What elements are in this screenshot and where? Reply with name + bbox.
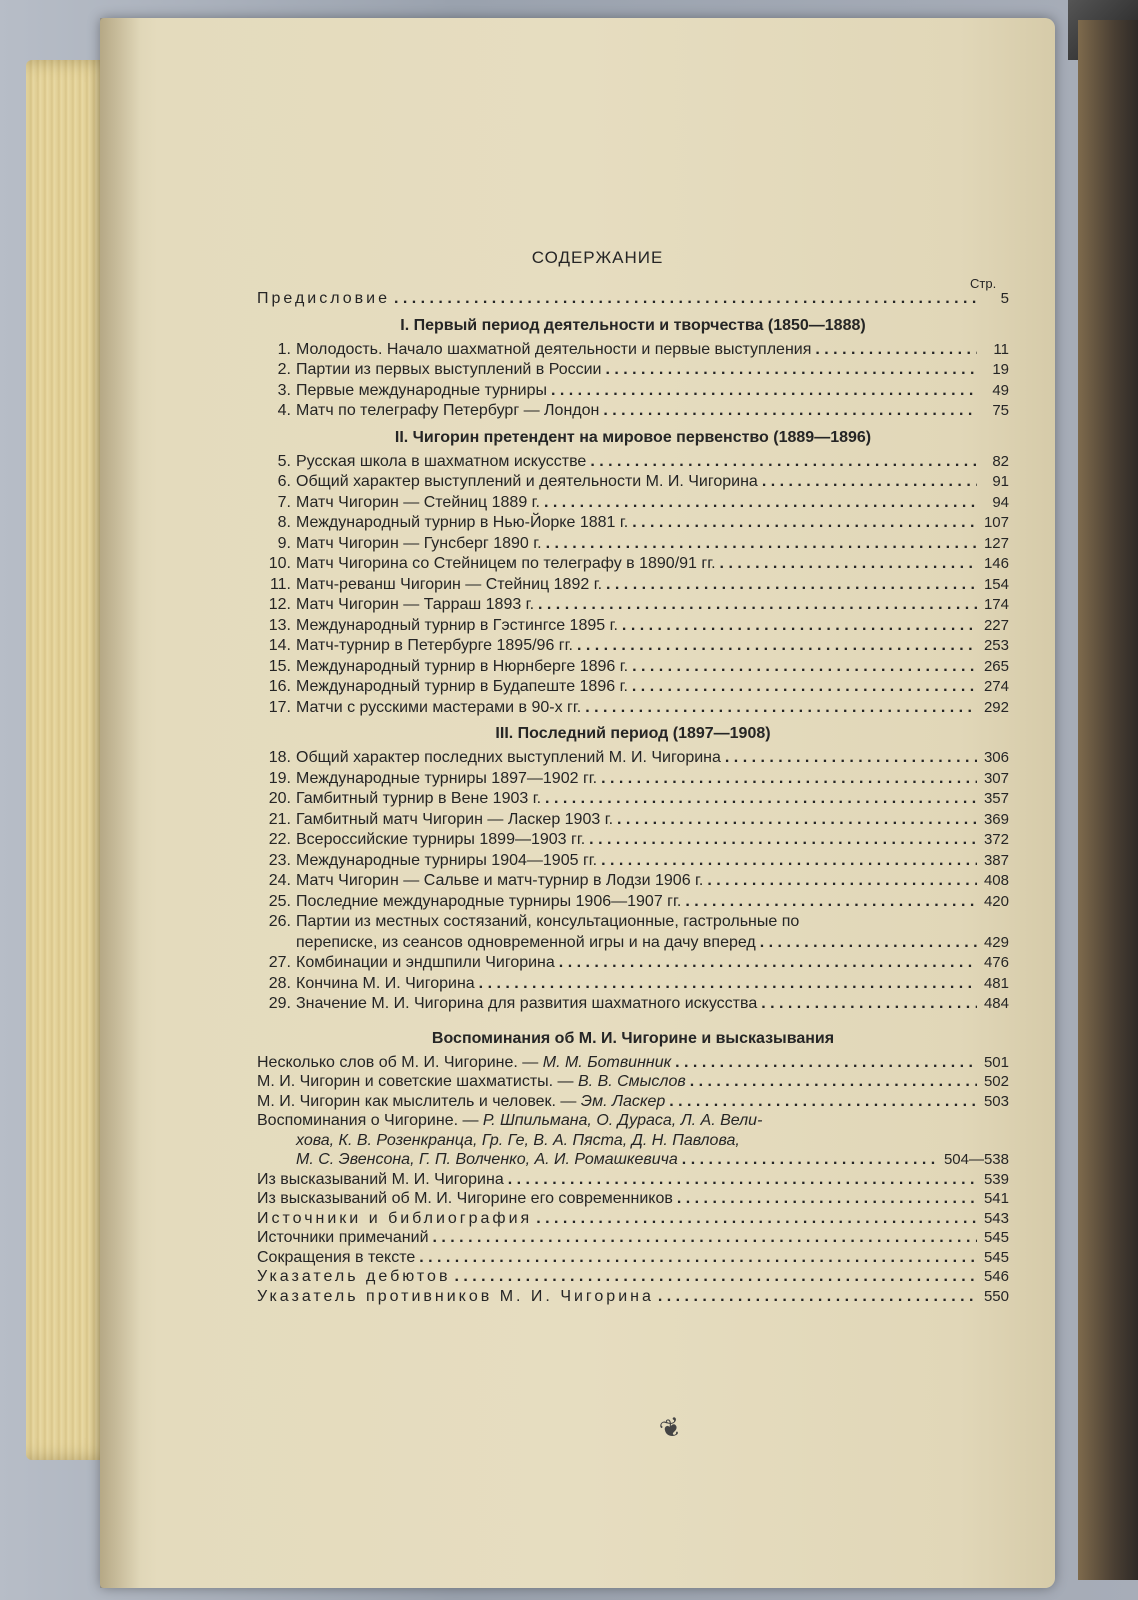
- dot-leader: [682, 1151, 940, 1169]
- dot-leader: [669, 1093, 977, 1111]
- toc-item[interactable]: [257, 954, 1009, 975]
- memoir-title: Несколько слов об М. И. Чигорине. —: [257, 1053, 543, 1071]
- memoir-title: Воспоминания о Чигорине. —: [257, 1112, 483, 1129]
- dot-leader: [419, 1249, 977, 1267]
- toc-page-number: 408: [983, 872, 1009, 889]
- toc-entry-text: Партии из местных состязаний, консультационные, гастрольные по: [296, 913, 800, 930]
- toc-entry-text: Из высказываний М. И. Чигорина: [257, 1170, 504, 1188]
- toc-entry-text: Матч Чигорин — Тарраш 1893 г.: [296, 596, 535, 613]
- page-column-label: Стр.: [970, 276, 997, 291]
- toc-page-number: 307: [983, 769, 1009, 787]
- toc-item[interactable]: [257, 872, 1009, 893]
- toc-entry-text: [257, 1054, 671, 1072]
- book-cover-edge: [1078, 20, 1138, 1580]
- dot-leader: [551, 382, 977, 400]
- dot-leader: [605, 361, 977, 379]
- toc-page-number: 502: [983, 1073, 1009, 1090]
- toc-item[interactable]: [257, 596, 1009, 617]
- toc-entry-text: Международный турнир в Нюрнберге 1896 г.: [296, 657, 629, 675]
- toc-entry-text: Предисловие: [257, 290, 390, 307]
- toc-item[interactable]: [257, 893, 1009, 914]
- title-text: СОДЕРЖАНИЕ: [531, 248, 664, 267]
- toc-entry-text: Международный турнир в Будапеште 1896 г.: [296, 678, 628, 695]
- toc-page-number: 545: [983, 1248, 1009, 1266]
- toc-item[interactable]: [257, 1093, 1009, 1113]
- toc-entry-text: Общий характер последних выступлений М. И. Чигорина: [296, 749, 721, 766]
- toc-entry-text: Матчи с русскими мастерами в 90-х гг.: [296, 698, 582, 716]
- toc-page-number: 5: [1000, 290, 1009, 307]
- toc-num: 15.: [268, 657, 291, 675]
- toc-entry-text: [257, 1112, 762, 1130]
- toc-entry-text: Матч-турнир в Петербурге 1895/96 гг.: [296, 637, 573, 654]
- toc-page-number: 11: [993, 340, 1009, 358]
- memoir-title: М. И. Чигорин как мыслитель и человек. —: [257, 1092, 581, 1110]
- dot-leader: [761, 995, 977, 1013]
- dot-leader: [544, 494, 977, 512]
- toc-page-number: 369: [983, 810, 1009, 828]
- toc-entry-text: Значение М. И. Чигорина для развития шахматного искусства: [296, 995, 758, 1012]
- toc-page-number: 501: [983, 1053, 1009, 1071]
- toc-entry-text: Источники примечаний: [257, 1229, 429, 1246]
- toc-item[interactable]: [257, 617, 1009, 638]
- toc-num: 2.: [277, 361, 291, 378]
- toc-item[interactable]: [257, 1190, 1009, 1210]
- toc-item[interactable]: [257, 1054, 1009, 1074]
- toc-item[interactable]: [257, 678, 1009, 699]
- toc-entry-text: Русская школа в шахматном искусстве: [296, 452, 587, 470]
- toc-num: 11.: [269, 575, 291, 593]
- toc-entry-text: Международный турнир в Гэстингсе 1895 г.: [296, 616, 618, 634]
- toc-entry-text: Матч Чигорин — Гунсберг 1890 г.: [296, 534, 542, 552]
- memoir-authors: хова, К. В. Розенкранца, Гр. Ге, В. А. Пяста, Д. Н. Павлова,: [296, 1131, 740, 1149]
- toc-item[interactable]: [257, 382, 1009, 403]
- toc-num: 4.: [277, 402, 291, 419]
- toc-item-continued: [257, 1132, 1009, 1152]
- dot-leader: [508, 1171, 977, 1189]
- toc-entry-text: Матч Чигорин — Стейниц 1889 г.: [296, 493, 540, 511]
- toc-page-number: 503: [983, 1092, 1009, 1110]
- toc-page-number: 174: [983, 596, 1009, 613]
- toc-page-number: 91: [992, 473, 1009, 490]
- dot-leader: [622, 617, 977, 635]
- dot-leader: [675, 1054, 977, 1072]
- toc-item[interactable]: [257, 913, 1009, 934]
- toc-page-number: 476: [983, 954, 1009, 971]
- toc-num: 28.: [268, 974, 291, 992]
- toc-entry-text: Всероссийские турниры 1899—1903 гг.: [296, 831, 586, 848]
- toc-page-number: 481: [983, 974, 1009, 992]
- dot-leader: [589, 831, 977, 849]
- toc-num: 10.: [268, 555, 291, 572]
- dot-leader: [546, 535, 977, 553]
- toc-page-number: 504—538: [943, 1151, 1009, 1168]
- toc-item[interactable]: [257, 790, 1009, 811]
- table-of-contents: [257, 290, 1009, 1307]
- memoir-author: М. М. Ботвинник: [542, 1053, 672, 1071]
- toc-entry-text: [257, 1073, 686, 1091]
- toc-page-number: 546: [983, 1268, 1009, 1285]
- dot-leader: [760, 934, 977, 952]
- toc-item[interactable]: [257, 453, 1009, 474]
- dot-leader: [433, 1229, 978, 1247]
- toc-num: 26.: [268, 913, 291, 930]
- toc-entry-text-continued: переписке, из сеансов одновременной игры и на дачу вперед: [296, 933, 756, 951]
- toc-page-number: 107: [983, 514, 1009, 531]
- toc-item[interactable]: [257, 811, 1009, 832]
- dot-leader: [601, 852, 977, 870]
- dot-leader: [577, 637, 977, 655]
- dot-leader: [725, 749, 977, 767]
- dot-leader: [690, 1073, 977, 1091]
- toc-num: 16.: [268, 678, 291, 695]
- toc-entry-text: Из высказываний об М. И. Чигорине его современников: [257, 1190, 673, 1207]
- dot-leader: [559, 954, 977, 972]
- toc-num: 21.: [268, 810, 291, 828]
- memoir-authors: М. С. Эвенсона, Г. П. Волченко, А. И. Ромашкевича: [296, 1151, 678, 1168]
- toc-entry-text: Гамбитный матч Чигорин — Ласкер 1903 г.: [296, 810, 614, 828]
- toc-num: 18.: [268, 749, 291, 766]
- book-page: [100, 18, 1055, 1588]
- dot-leader: [394, 290, 977, 308]
- section-heading-memoirs: Воспоминания об М. И. Чигорине и высказывания: [431, 1029, 835, 1047]
- toc-item-continued[interactable]: [257, 934, 1009, 955]
- toc-num: 25.: [268, 892, 291, 910]
- toc-num: 3.: [277, 381, 291, 399]
- toc-page-number: 75: [992, 402, 1009, 419]
- toc-num: 17.: [268, 698, 291, 716]
- dot-leader: [685, 893, 977, 911]
- toc-page-number: 146: [983, 555, 1009, 572]
- dot-leader: [707, 872, 977, 890]
- toc-item[interactable]: [257, 658, 1009, 679]
- toc-item[interactable]: [257, 1171, 1009, 1191]
- toc-item[interactable]: [257, 1249, 1009, 1269]
- dot-leader: [603, 402, 977, 420]
- toc-item[interactable]: [257, 831, 1009, 852]
- dot-leader: [632, 658, 977, 676]
- toc-page-number: 541: [983, 1190, 1009, 1207]
- toc-entry-text: Международные турниры 1897—1902 гг.: [296, 769, 598, 787]
- dot-leader: [601, 770, 977, 788]
- spacer: [257, 1016, 1009, 1024]
- toc-page-number: 420: [983, 892, 1009, 910]
- section-heading-3: III. Последний период (1897—1908): [495, 725, 771, 742]
- dot-leader: [536, 1210, 977, 1228]
- toc-num: 27.: [268, 954, 291, 971]
- ink-mark-icon: ❦: [655, 1410, 687, 1446]
- toc-num: 23.: [268, 851, 291, 869]
- toc-page-number: 94: [992, 493, 1009, 511]
- dot-leader: [545, 790, 977, 808]
- toc-page-number: 253: [983, 637, 1009, 654]
- toc-num: 24.: [268, 872, 291, 889]
- toc-entry-text: [257, 1093, 665, 1111]
- toc-item[interactable]: [257, 1210, 1009, 1230]
- toc-item[interactable]: [257, 1229, 1009, 1249]
- toc-preface[interactable]: [257, 290, 1009, 311]
- toc-entry-text: Молодость. Начало шахматной деятельности и первые выступления: [296, 340, 812, 358]
- toc-page-number: 292: [983, 698, 1009, 716]
- dot-leader: [658, 1288, 977, 1306]
- dot-leader: [585, 699, 977, 717]
- toc-item[interactable]: [257, 975, 1009, 996]
- toc-page-number: 484: [983, 995, 1009, 1012]
- toc-num: 22.: [268, 831, 291, 848]
- toc-num: 14.: [268, 637, 291, 654]
- toc-entry-text: Общий характер выступлений и деятельности М. И. Чигорина: [296, 473, 758, 490]
- toc-page-number: 227: [983, 616, 1009, 634]
- toc-page-number: 387: [983, 851, 1009, 869]
- dot-leader: [454, 1268, 977, 1286]
- memoirs-list: [257, 1054, 1009, 1308]
- toc-num: 19.: [268, 769, 291, 787]
- toc-item[interactable]: [257, 361, 1009, 382]
- toc-page-number: 306: [983, 749, 1009, 766]
- toc-entry-text: Кончина М. И. Чигорина: [296, 974, 475, 992]
- toc-item-continued[interactable]: [257, 1151, 1009, 1171]
- dot-leader: [606, 576, 977, 594]
- toc-entry-text: Международный турнир в Нью-Йорке 1881 г.: [296, 514, 629, 531]
- toc-item[interactable]: [257, 535, 1009, 556]
- toc-page-number: 19: [992, 361, 1009, 378]
- toc-item[interactable]: [257, 1288, 1009, 1308]
- dot-leader: [815, 341, 977, 359]
- dot-leader: [632, 678, 977, 696]
- toc-page-number: 82: [992, 452, 1009, 470]
- toc-item[interactable]: [257, 852, 1009, 873]
- toc-entry-text: Указатель дебютов: [257, 1268, 451, 1285]
- toc-num: 29.: [268, 995, 291, 1012]
- toc-num: 6.: [277, 473, 291, 490]
- toc-page-number: 429: [983, 933, 1009, 951]
- section-heading-1: I. Первый период деятельности и творчества (1850—1888): [400, 316, 866, 334]
- section-heading-2: II. Чигорин претендент на мировое первенство (1889—1896): [394, 428, 872, 446]
- toc-entry-text: Матч Чигорин — Сальве и матч-турнир в Лодзи 1906 г.: [296, 872, 704, 889]
- dot-leader: [632, 514, 977, 532]
- toc-entry-text: Комбинации и эндшпили Чигорина: [296, 954, 555, 971]
- toc-entry-text: Матч Чигорина со Стейницем по телеграфу в 1890/91 гг.: [296, 555, 716, 572]
- toc-num: 13.: [268, 616, 291, 634]
- dot-leader: [479, 975, 977, 993]
- dot-leader: [617, 811, 977, 829]
- toc-page-number: 539: [983, 1170, 1009, 1188]
- toc-page-number: 357: [983, 790, 1009, 807]
- toc-num: 5.: [277, 452, 291, 470]
- toc-item[interactable]: [257, 341, 1009, 362]
- memoir-title: М. И. Чигорин и советские шахматисты. —: [257, 1073, 578, 1090]
- toc-item[interactable]: [257, 1112, 1009, 1132]
- toc-page-number: 545: [983, 1229, 1009, 1246]
- toc-item[interactable]: [257, 995, 1009, 1016]
- toc-item[interactable]: [257, 1268, 1009, 1288]
- page-title: [100, 248, 1055, 268]
- dot-leader: [720, 555, 977, 573]
- toc-entry-text: Первые международные турниры: [296, 381, 547, 399]
- toc-page-number: 127: [983, 534, 1009, 552]
- memoir-author: В. В. Смыслов: [578, 1073, 686, 1090]
- toc-item[interactable]: [257, 576, 1009, 597]
- toc-item[interactable]: [257, 637, 1009, 658]
- toc-page-number: 274: [983, 678, 1009, 695]
- toc-item[interactable]: [257, 699, 1009, 720]
- toc-entry-text: Сокращения в тексте: [257, 1248, 416, 1266]
- toc-item[interactable]: [257, 473, 1009, 494]
- dot-leader: [538, 596, 977, 614]
- toc-item[interactable]: [257, 402, 1009, 423]
- toc-entry-text: Последние международные турниры 1906—1907 гг.: [296, 892, 682, 910]
- toc-page-number: 543: [983, 1209, 1009, 1227]
- toc-page-number: 49: [992, 381, 1009, 399]
- toc-entry-text: Международные турниры 1904—1905 гг.: [296, 851, 598, 869]
- toc-entry-text: Матч по телеграфу Петербург — Лондон: [296, 402, 600, 419]
- toc-item[interactable]: [257, 770, 1009, 791]
- toc-item[interactable]: [257, 494, 1009, 515]
- memoir-authors: Р. Шпильмана, О. Дураса, Л. А. Вели-: [482, 1112, 763, 1129]
- dot-leader: [677, 1190, 977, 1208]
- toc-item[interactable]: [257, 1073, 1009, 1093]
- toc-num: 9.: [277, 534, 291, 552]
- toc-entry-text: Партии из первых выступлений в России: [296, 361, 602, 378]
- toc-item[interactable]: [257, 749, 1009, 770]
- toc-page-number: 550: [983, 1287, 1009, 1305]
- memoir-author: Эм. Ласкер: [580, 1092, 666, 1110]
- toc-entry-text: Источники и библиография: [257, 1209, 533, 1227]
- toc-entry-text: Гамбитный турнир в Вене 1903 г.: [296, 790, 542, 807]
- toc-entry-text: Матч-реванш Чигорин — Стейниц 1892 г.: [296, 575, 603, 593]
- toc-item[interactable]: [257, 555, 1009, 576]
- dot-leader: [590, 453, 977, 471]
- toc-page-number: 265: [983, 657, 1009, 675]
- toc-page-number: 372: [983, 831, 1009, 848]
- toc-entry-text: Указатель противников М. И. Чигорина: [257, 1287, 654, 1305]
- toc-num: 20.: [268, 790, 291, 807]
- toc-num: 8.: [277, 514, 291, 531]
- toc-item[interactable]: [257, 514, 1009, 535]
- toc-num: 12.: [268, 596, 291, 613]
- toc-num: 7.: [277, 493, 291, 511]
- dot-leader: [762, 473, 977, 491]
- toc-page-number: 154: [983, 575, 1009, 593]
- toc-num: 1.: [277, 340, 291, 358]
